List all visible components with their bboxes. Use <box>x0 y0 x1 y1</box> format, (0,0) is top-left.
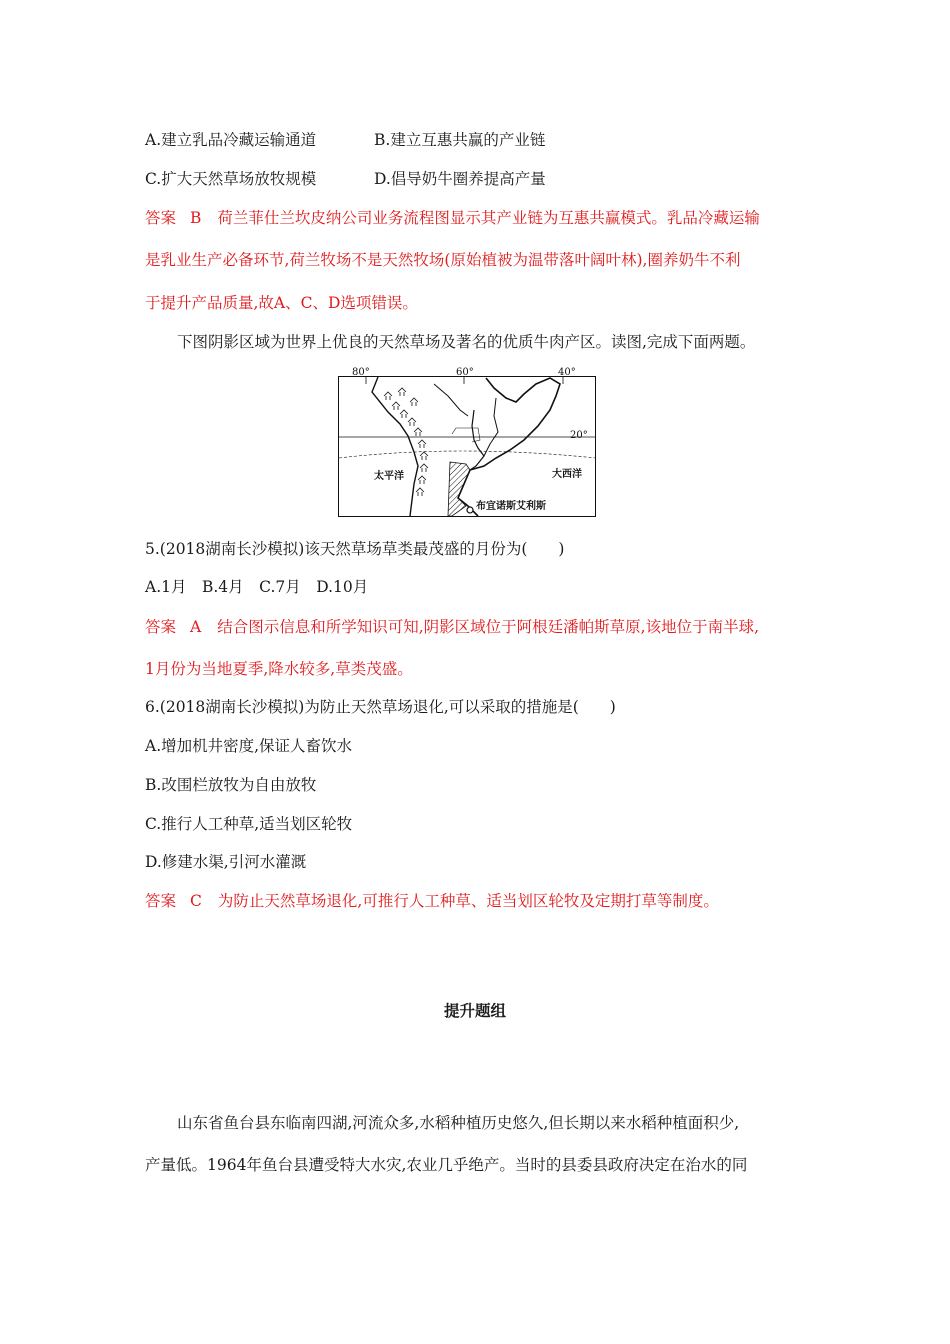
q5-options: A.1月 B.4月 C.7月 D.10月 <box>145 578 369 596</box>
answer-label: 答案 <box>145 209 177 227</box>
answer-text: 结合图示信息和所学知识可知,阴影区域位于阿根廷潘帕斯草原,该地位于南半球, <box>217 618 760 636</box>
q4-answer-line-1 <box>145 207 760 229</box>
q5-stem: 5.(2018湖南长沙模拟)该天然草场草类最茂盛的月份为( ) <box>145 540 565 558</box>
answer-text: 荷兰菲仕兰坎皮纳公司业务流程图显示其产业链为互惠共赢模式。乳品冷藏运输 <box>217 209 760 227</box>
lon-60-label: 60° <box>456 367 474 378</box>
answer-text: 为防止天然草场退化,可推行人工种草、适当划区轮牧及定期打草等制度。 <box>217 892 719 910</box>
city-marker <box>467 507 473 513</box>
answer-label: 答案 <box>145 618 177 636</box>
lon-80-label: 80° <box>352 367 370 378</box>
q4-option-c: C.扩大天然草场放牧规模 <box>145 170 317 188</box>
q4-option-a: A.建立乳品冷藏运输通道 <box>145 131 317 149</box>
answer-key: C <box>190 892 202 910</box>
q6-option-b: B.改围栏放牧为自由放牧 <box>145 776 317 794</box>
q5-answer-line-1 <box>145 616 759 638</box>
lat-20-label: 20° <box>570 430 588 441</box>
lon-40-label: 40° <box>558 367 576 378</box>
answer-label: 答案 <box>145 892 177 910</box>
q4-options-row-2 <box>145 168 745 190</box>
passage-line-2: 产量低。1964年鱼台县遭受特大水灾,农业几乎绝产。当时的县委县政府决定在治水的同 <box>145 1156 748 1174</box>
pampas-map-figure <box>338 366 597 518</box>
q5-answer-line-2: 1月份为当地夏季,降水较多,草类茂盛。 <box>145 660 413 678</box>
q6-stem: 6.(2018湖南长沙模拟)为防止天然草场退化,可以采取的措施是( ) <box>145 698 616 716</box>
q4-option-d: D.倡导奶牛圈养提高产量 <box>374 170 546 188</box>
map-intro: 下图阴影区域为世界上优良的天然草场及著名的优质牛肉产区。读图,完成下面两题。 <box>177 333 756 351</box>
q6-answer <box>145 890 719 912</box>
atlantic-label: 大西洋 <box>552 469 582 480</box>
q6-option-c: C.推行人工种草,适当划区轮牧 <box>145 815 353 833</box>
q4-answer-line-2: 是乳业生产必备环节,荷兰牧场不是天然牧场(原始植被为温带落叶阔叶林),圈养奶牛不利 <box>145 251 741 269</box>
q6-option-a: A.增加机井密度,保证人畜饮水 <box>145 737 353 755</box>
pacific-label: 太平洋 <box>374 471 404 482</box>
answer-key: B <box>190 209 202 227</box>
q4-option-b: B.建立互惠共赢的产业链 <box>374 131 546 149</box>
city-label: 布宜诺斯艾利斯 <box>476 501 546 512</box>
passage-line-1: 山东省鱼台县东临南四湖,河流众多,水稻种植历史悠久,但长期以来水稻种植面积少, <box>177 1114 740 1132</box>
q4-options-row-1 <box>145 129 745 151</box>
answer-key: A <box>190 618 202 636</box>
q4-answer-line-3: 于提升产品质量,故A、C、D选项错误。 <box>145 294 418 312</box>
q6-option-d: D.修建水渠,引河水灌溉 <box>145 853 307 871</box>
section-title: 提升题组 <box>443 1002 506 1020</box>
